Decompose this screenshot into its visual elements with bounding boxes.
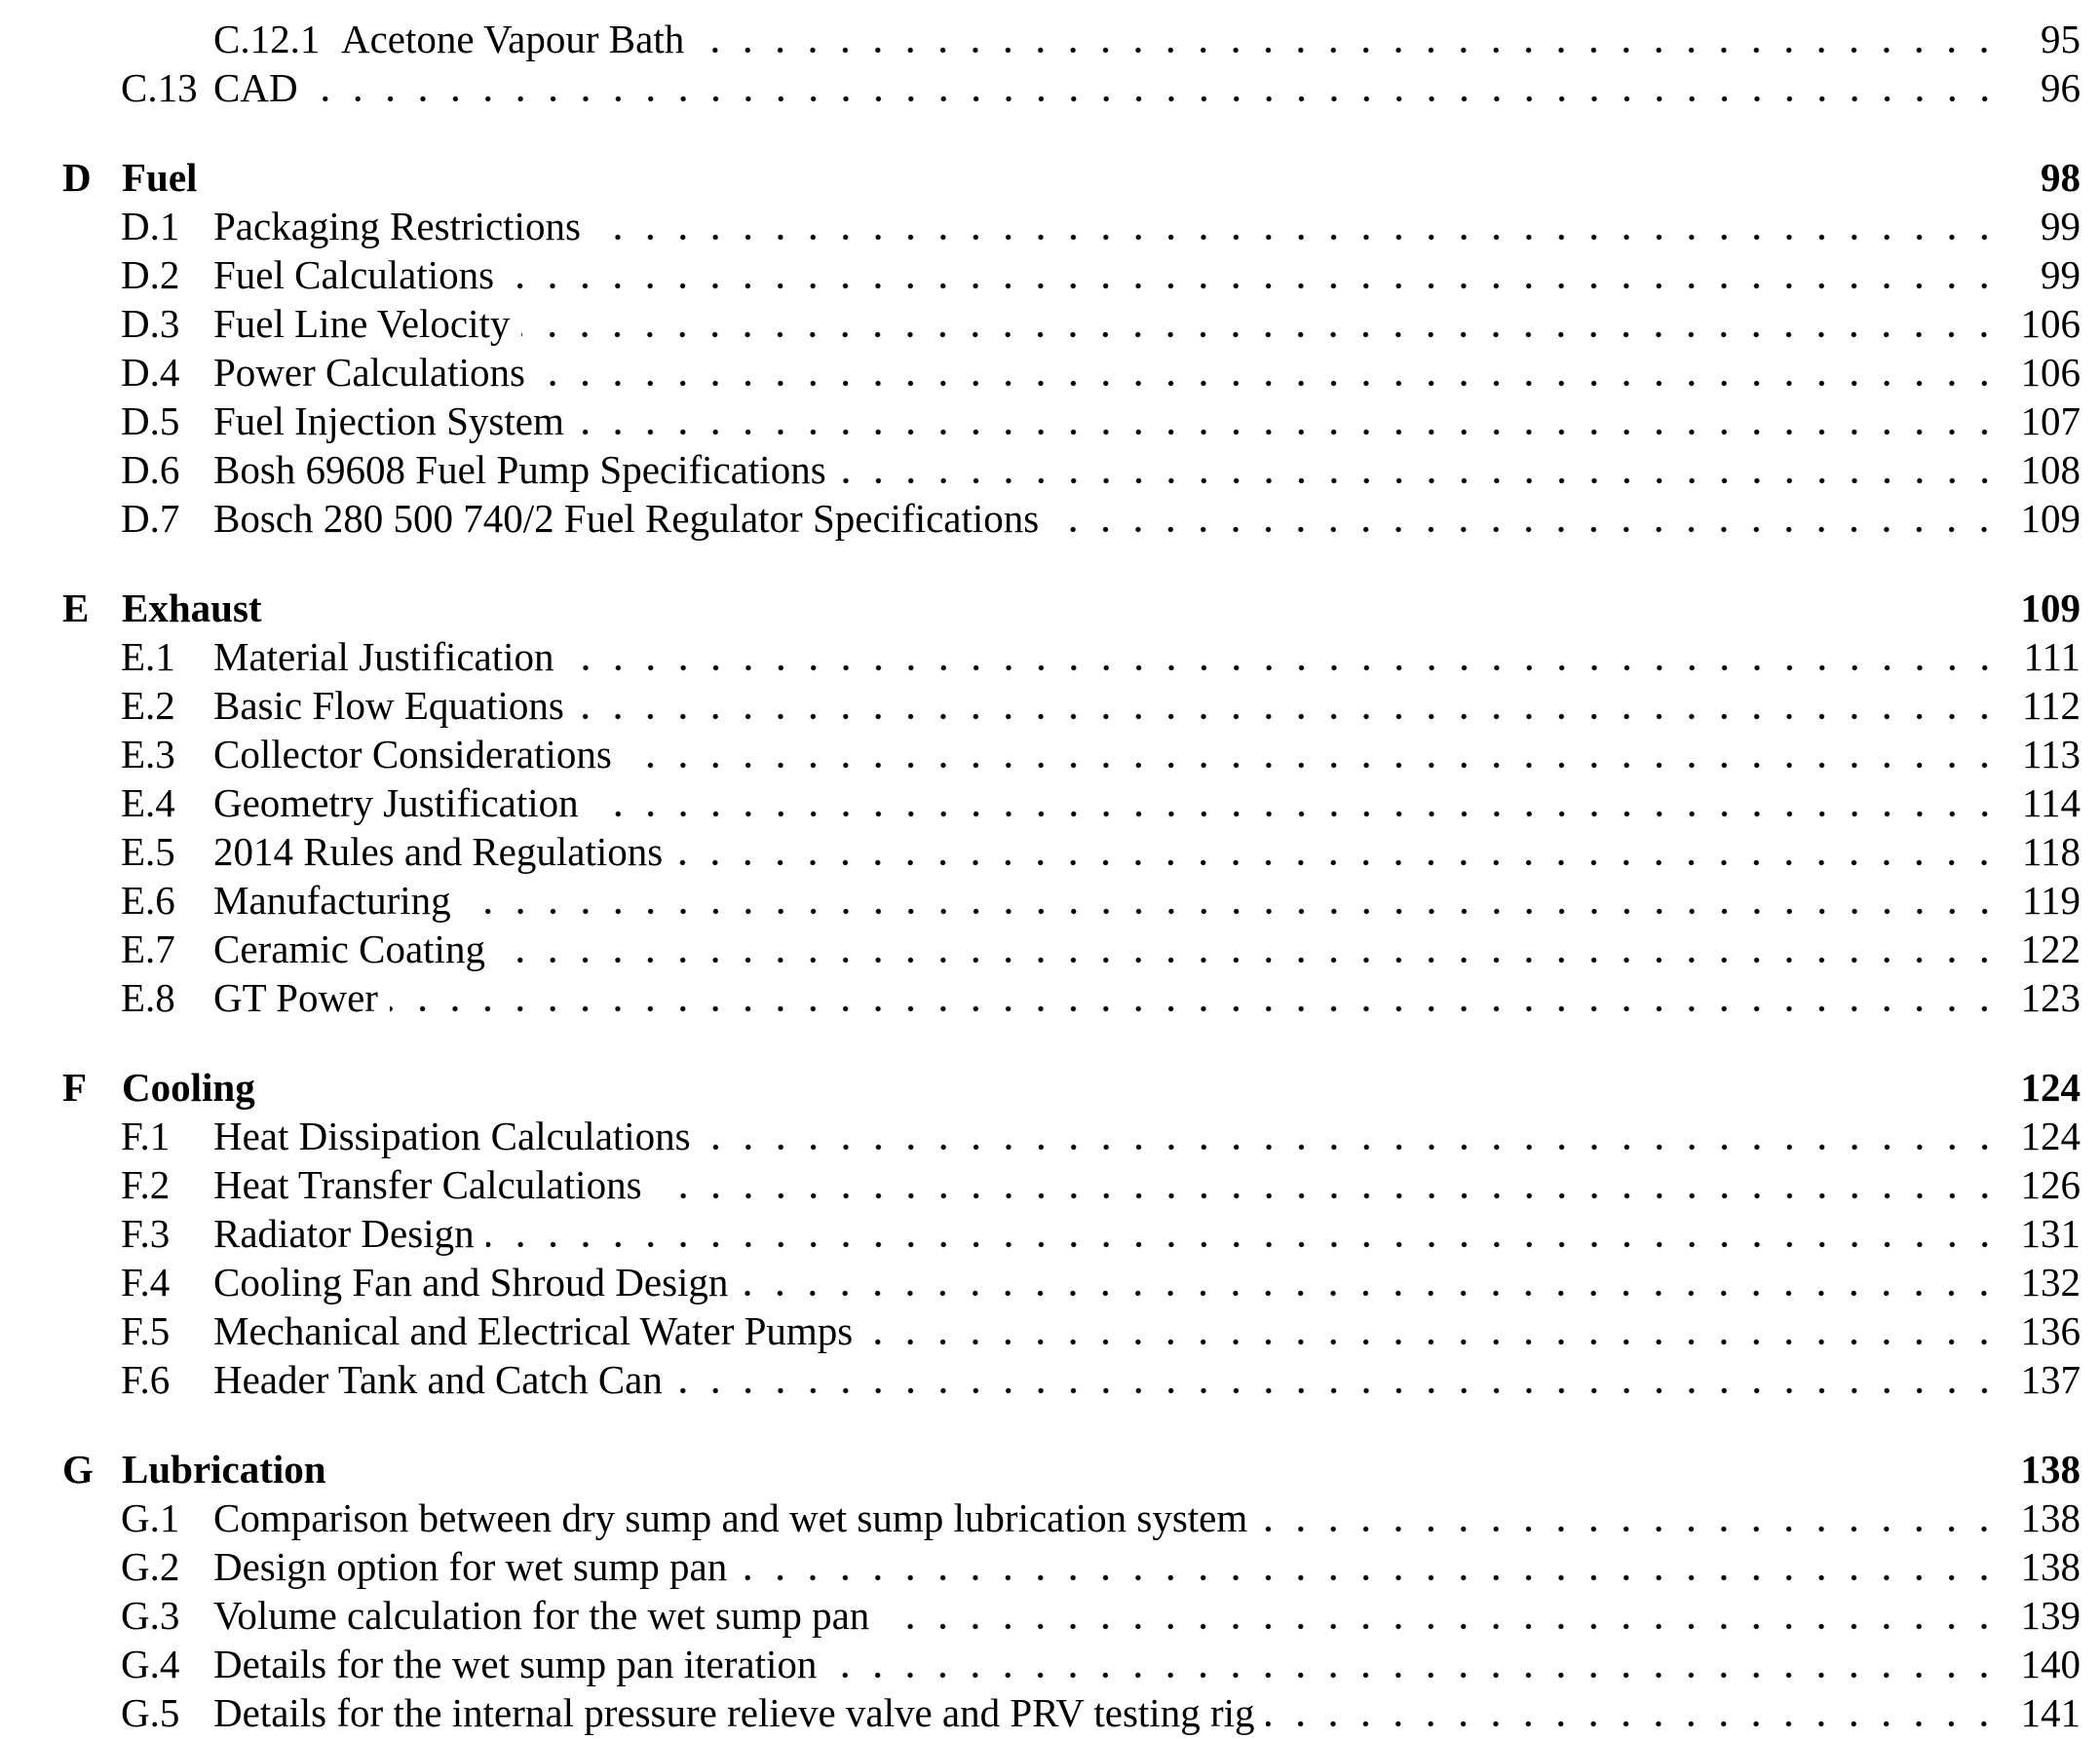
entry-number: F.3 [121,1211,171,1256]
entry-number: G.4 [121,1642,180,1686]
entry-title: Details for the wet sump pan iteration [213,1642,818,1686]
entry-title: Lubrication [122,1447,326,1492]
toc-section-row [62,681,2081,730]
entry-title: Exhaust [122,586,262,630]
dot-leader [506,250,2003,299]
toc-chapter-row [62,1445,2081,1493]
entry-title: Heat Dissipation Calculations [213,1114,691,1158]
page-number: 139 [2020,1593,2081,1638]
toc-section-row [62,1209,2081,1258]
page-number: 118 [2022,829,2081,874]
entry-number: F.5 [121,1308,171,1353]
toc-chapter-row [62,1063,2081,1112]
entry-number: G.1 [121,1495,180,1540]
page-number: 96 [2041,65,2081,110]
dot-leader [267,1063,2003,1112]
toc-section-row [62,1112,2081,1160]
page-number: 99 [2041,252,2081,297]
page-number: 138 [2020,1495,2081,1540]
toc-section-row [62,1640,2081,1688]
dot-leader [486,1209,2003,1258]
dot-leader [537,348,2003,397]
dot-leader [591,778,2003,827]
toc-section-row [62,973,2081,1022]
entry-number: G [62,1447,94,1492]
entry-number: D.5 [121,398,180,443]
entry-number: D.4 [121,350,180,395]
entry-title: Basic Flow Equations [213,683,564,728]
dot-leader [576,397,2003,445]
dot-leader [881,1591,2003,1640]
dot-leader [1259,1493,2003,1542]
page-number: 138 [2020,1544,2081,1589]
entry-number: C.12.1 [213,17,321,61]
toc-subsection-row [62,15,2081,63]
page-number: 109 [2020,586,2081,630]
entry-number: D.6 [121,447,180,492]
entry-title: Mechanical and Electrical Water Pumps [213,1308,854,1353]
page-number: 136 [2020,1308,2081,1353]
entry-number: F [62,1065,88,1110]
entry-title: Acetone Vapour Bath [341,17,685,61]
dot-leader [1266,1688,2003,1737]
entry-number: D.2 [121,252,180,297]
entry-title: Volume calculation for the wet sump pan [213,1593,870,1638]
toc-chapter-row [62,584,2081,632]
toc-section-row [62,397,2081,445]
entry-title: Fuel [122,155,198,200]
entry-title: Collector Considerations [213,732,612,776]
entry-title: GT Power [213,975,378,1020]
page-number: 119 [2022,878,2081,923]
page-number: 98 [2041,155,2081,200]
dot-leader [497,925,2003,973]
toc-section-row [62,1160,2081,1209]
entry-title: Heat Transfer Calculations [213,1162,642,1207]
page-number: 106 [2020,350,2081,395]
entry-number: F.1 [121,1114,171,1158]
entry-title: Header Tank and Catch Can [213,1357,663,1402]
page-number: 123 [2020,975,2081,1020]
page-number: 122 [2020,926,2081,971]
toc-section-row [62,348,2081,397]
toc-section-row [62,925,2081,973]
page-number: 124 [2020,1114,2081,1158]
entry-number: C.13 [121,65,198,110]
toc-section-row [62,299,2081,348]
entry-number: D.1 [121,204,180,248]
toc-section-row [62,63,2081,112]
entry-number: F.4 [121,1260,171,1304]
entry-title: Cooling [122,1065,255,1110]
page-number: 141 [2020,1690,2081,1735]
page-number: 114 [2022,780,2081,825]
toc-section-row [62,827,2081,876]
dot-leader [654,1160,2003,1209]
entry-title: Bosh 69608 Fuel Pump Specifications [213,447,826,492]
entry-number: E [62,586,90,630]
entry-number: G.2 [121,1544,180,1589]
dot-leader [521,299,2003,348]
page-number: 126 [2020,1162,2081,1207]
entry-number: D.3 [121,301,180,346]
dot-leader [566,632,2003,681]
page-number: 108 [2020,447,2081,492]
toc-section-row [62,1493,2081,1542]
entry-number: E.4 [121,780,175,825]
entry-title: Comparison between dry sump and wet sump lubrication system [213,1495,1248,1540]
page-number: 109 [2020,496,2081,541]
page-number: 138 [2020,1447,2081,1492]
toc-section-row [62,1355,2081,1404]
dot-leader [338,1445,2003,1493]
entry-number: E.7 [121,926,175,971]
entry-title: Ceramic Coating [213,926,485,971]
entry-title: Packaging Restrictions [213,204,581,248]
page-number: 95 [2041,17,2081,61]
page-number: 132 [2020,1260,2081,1304]
entry-title: 2014 Rules and Regulations [213,829,664,874]
dot-leader [274,584,2003,632]
toc-section-row [62,1591,2081,1640]
dot-leader [838,445,2003,494]
entry-number: E.5 [121,829,175,874]
entry-number: D.7 [121,496,180,541]
entry-title: Fuel Injection System [213,398,564,443]
entry-number: E.3 [121,732,175,776]
entry-title: Material Justification [213,634,554,679]
page-number: 137 [2020,1357,2081,1402]
toc-section-row [62,202,2081,250]
dot-leader [592,202,2003,250]
page-number: 124 [2020,1065,2081,1110]
entry-title: Design option for wet sump pan [213,1544,728,1589]
toc-section-row [62,1542,2081,1591]
toc-section-row [62,632,2081,681]
dot-leader [674,827,2003,876]
page-number: 140 [2020,1642,2081,1686]
entry-title: Fuel Calculations [213,252,495,297]
entry-number: G.5 [121,1690,180,1735]
toc-section-row [62,730,2081,778]
entry-number: E.8 [121,975,175,1020]
entry-number: D [62,155,92,200]
entry-title: Cooling Fan and Shroud Design [213,1260,729,1304]
toc-section-row [62,1306,2081,1355]
entry-title: Radiator Design [213,1211,475,1256]
entry-title: Geometry Justification [213,780,579,825]
entry-number: E.2 [121,683,175,728]
entry-title: Details for the internal pressure relieve valve and PRV testing rig [213,1690,1255,1735]
toc-section-row [62,778,2081,827]
toc-section-row [62,1258,2081,1306]
entry-number: E.1 [121,634,175,679]
toc-section-row [62,876,2081,925]
dot-leader [739,1542,2003,1591]
dot-leader [209,153,2003,202]
entry-title: Fuel Line Velocity [213,301,511,346]
dot-leader [576,681,2003,730]
dot-leader [740,1258,2003,1306]
entry-title: Bosch 280 500 740/2 Fuel Regulator Specifications [213,496,1040,541]
dot-leader [463,876,2003,925]
page-number: 131 [2020,1211,2081,1256]
page-number: 107 [2020,398,2081,443]
toc-section-row [62,494,2081,543]
dot-leader [696,15,2003,63]
page-number: 112 [2022,683,2081,728]
page-number: 111 [2023,634,2081,679]
dot-leader [310,63,2003,112]
entry-title: CAD [213,65,298,110]
dot-leader [703,1112,2003,1160]
dot-leader [864,1306,2003,1355]
page-number: 106 [2020,301,2081,346]
entry-title: Manufacturing [213,878,451,923]
dot-leader [828,1640,2003,1688]
dot-leader [390,973,2003,1022]
entry-number: F.2 [121,1162,171,1207]
entry-number: F.6 [121,1357,171,1402]
toc-section-row [62,250,2081,299]
page-number: 113 [2022,732,2081,776]
entry-number: G.3 [121,1593,180,1638]
entry-title: Power Calculations [213,350,525,395]
dot-leader [674,1355,2003,1404]
toc-section-row [62,1688,2081,1737]
toc-chapter-row [62,153,2081,202]
toc-section-row [62,445,2081,494]
dot-leader [624,730,2003,778]
page-number: 99 [2041,204,2081,248]
entry-number: E.6 [121,878,175,923]
dot-leader [1050,494,2003,543]
